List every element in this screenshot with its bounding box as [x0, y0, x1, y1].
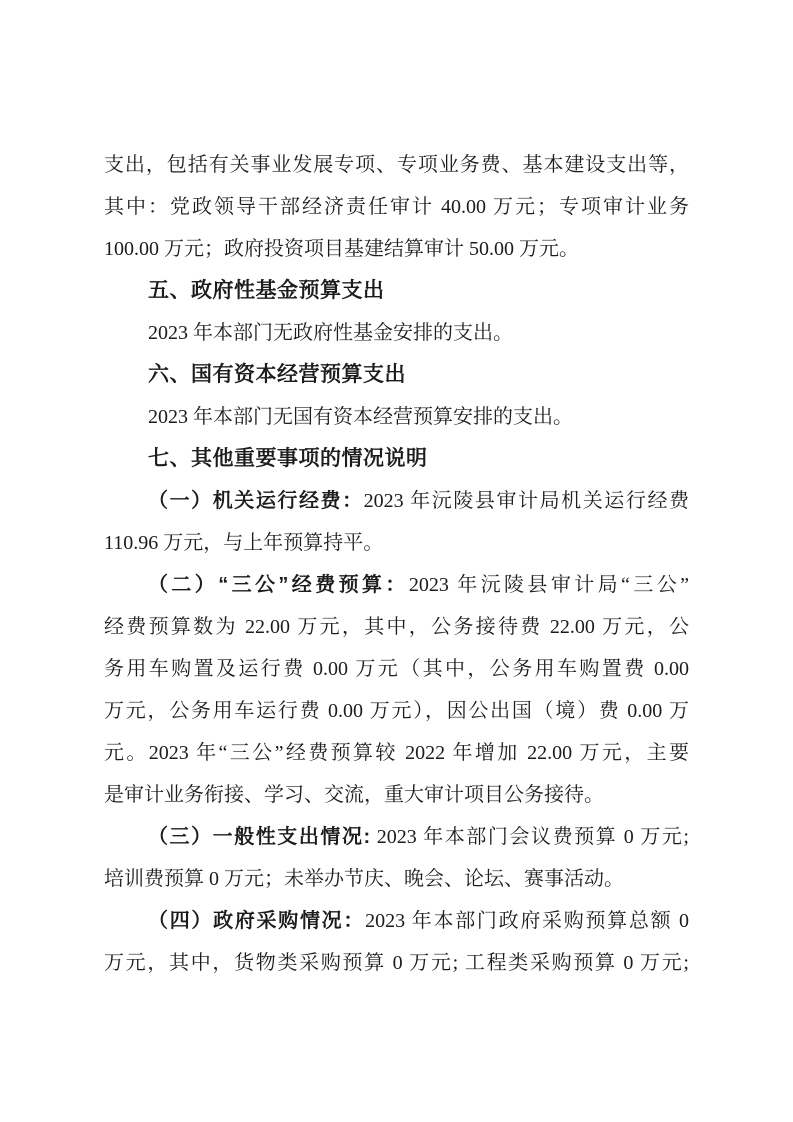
body-line: [104, 144, 689, 186]
body-line: [104, 858, 689, 900]
line-text: 2023 年本部门政府采购预算总额 0: [365, 910, 689, 932]
bold-lead: （二）“三公”经费预算：: [148, 574, 409, 596]
line-text: 支出，包括有关事业发展专项、专项业务费、基本建设支出等，: [104, 154, 689, 176]
line-text: 元。2023 年“三公”经费预算较 2022 年增加 22.00 万元，主要: [104, 742, 689, 764]
heading-text: 七、其他重要事项的情况说明: [148, 447, 428, 470]
body-line: [104, 648, 689, 690]
line-text: 110.96 万元，与上年预算持平。: [104, 532, 384, 554]
line-text: 万元，其中，货物类采购预算 0 万元; 工程类采购预算 0 万元;: [104, 952, 689, 974]
body-line: [104, 606, 689, 648]
line-text: 2023 年沅陵县审计局机关运行经费: [363, 490, 689, 512]
bold-lead: （一）机关运行经费：: [148, 490, 364, 512]
heading-text: 六、国有资本经营预算支出: [148, 363, 406, 386]
body-line: [104, 564, 689, 606]
body-line: [104, 312, 689, 354]
line-text: 是审计业务衔接、学习、交流，重大审计项目公务接待。: [104, 784, 604, 806]
bold-lead: （三）一般性支出情况:: [148, 826, 371, 848]
body-line: [104, 480, 689, 522]
line-text: 2023 年本部门无国有资本经营预算安排的支出。: [148, 406, 573, 428]
body-line: [104, 774, 689, 816]
body-line: [104, 186, 689, 228]
body-line: [104, 522, 689, 564]
document-body: [104, 144, 689, 984]
body-line: [104, 732, 689, 774]
body-line: [104, 690, 689, 732]
body-line: [104, 900, 689, 942]
heading-text: 五、政府性基金预算支出: [148, 279, 385, 302]
line-text: 2023 年本部门会议费预算 0 万元;: [370, 826, 689, 848]
heading-section-5: [104, 270, 689, 312]
line-text: 经费预算数为 22.00 万元，其中，公务接待费 22.00 万元，公: [104, 616, 689, 638]
line-text: 2023 年沅陵县审计局“三公”: [408, 574, 689, 596]
body-line: [104, 816, 689, 858]
heading-section-7: [104, 438, 689, 480]
body-line: [104, 228, 689, 270]
line-text: 万元，公务用车运行费 0.00 万元），因公出国（境）费 0.00 万: [104, 700, 689, 722]
line-text: 100.00 万元；政府投资项目基建结算审计 50.00 万元。: [104, 238, 579, 260]
line-text: 其中：党政领导干部经济责任审计 40.00 万元；专项审计业务: [104, 196, 689, 218]
body-line: [104, 942, 689, 984]
bold-lead: （四）政府采购情况：: [148, 910, 366, 932]
line-text: 2023 年本部门无政府性基金安排的支出。: [148, 322, 513, 344]
heading-section-6: [104, 354, 689, 396]
body-line: [104, 396, 689, 438]
line-text: 培训费预算 0 万元；未举办节庆、晚会、论坛、赛事活动。: [104, 868, 624, 890]
line-text: 务用车购置及运行费 0.00 万元（其中，公务用车购置费 0.00: [104, 658, 689, 680]
